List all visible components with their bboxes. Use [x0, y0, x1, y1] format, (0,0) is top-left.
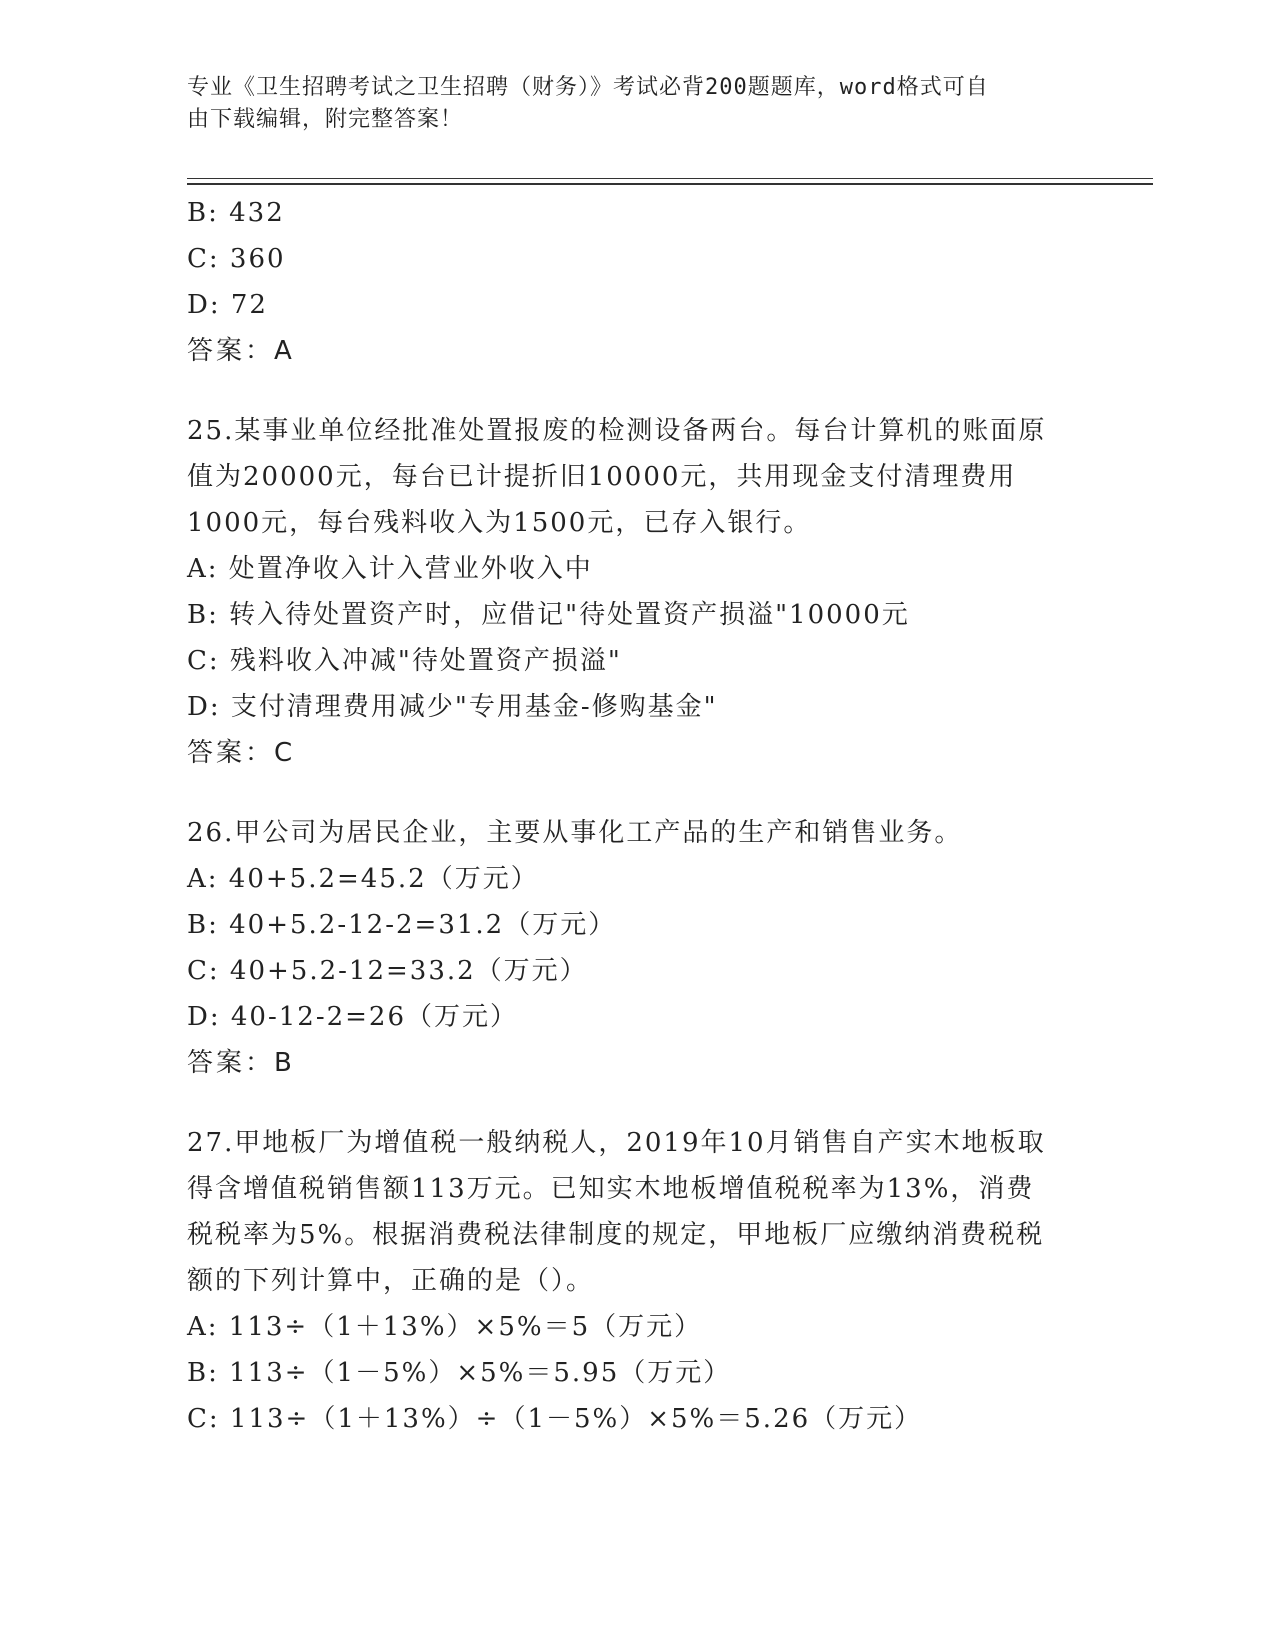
question-text-line: 26.甲公司为居民企业，主要从事化工产品的生产和销售业务。 — [187, 818, 963, 848]
header-line-2: 由下载编辑，附完整答案！ — [187, 107, 464, 132]
question-text-line: 值为20000元，每台已计提折旧10000元，共用现金支付清理费用 — [187, 462, 1017, 492]
question-27 — [187, 1120, 1087, 1442]
answer-line: 答案：C — [187, 738, 296, 768]
option-c: C: 40+5.2-12=33.2（万元） — [187, 956, 588, 986]
question-25 — [187, 408, 1087, 776]
question-text-line: 得含增值税销售额113万元。已知实木地板增值税税率为13%，消费 — [187, 1174, 1035, 1204]
question-text-line: 27.甲地板厂为增值税一般纳税人，2019年10月销售自产实木地板取 — [187, 1128, 1046, 1158]
option-b: B: 转入待处置资产时，应借记"待处置资产损溢"10000元 — [187, 600, 910, 630]
question-text-line: 税税率为5%。根据消费税法律制度的规定，甲地板厂应缴纳消费税税 — [187, 1220, 1045, 1250]
option-d: D: 72 — [187, 290, 268, 320]
header-rule-thick — [187, 183, 1153, 185]
question-26 — [187, 810, 1087, 1086]
option-c: C: 残料收入冲减"待处置资产损溢" — [187, 646, 622, 676]
option-a: A: 处置净收入计入营业外收入中 — [187, 554, 593, 584]
option-c: C: 360 — [187, 244, 286, 274]
option-d: D: 支付清理费用减少"专用基金-修购基金" — [187, 692, 718, 722]
option-b: B: 113÷（1－5%）×5%＝5.95（万元） — [187, 1358, 732, 1388]
document-header — [187, 72, 1067, 136]
option-d: D: 40-12-2=26（万元） — [187, 1002, 519, 1032]
option-a: A: 40+5.2=45.2（万元） — [187, 864, 539, 894]
option-c: C: 113÷（1＋13%）÷（1－5%）×5%＝5.26（万元） — [187, 1404, 923, 1434]
header-line-1: 专业《卫生招聘考试之卫生招聘（财务）》考试必背200题题库，word格式可自 — [187, 75, 989, 100]
question-24-tail — [187, 190, 1087, 374]
question-text-line: 额的下列计算中，正确的是（）。 — [187, 1266, 595, 1296]
question-text-line: 25.某事业单位经批准处置报废的检测设备两台。每台计算机的账面原 — [187, 416, 1047, 446]
question-text-line: 1000元，每台残料收入为1500元，已存入银行。 — [187, 508, 812, 538]
option-a: A: 113÷（1＋13%）×5%＝5（万元） — [187, 1312, 703, 1342]
answer-line: 答案：B — [187, 1048, 295, 1078]
option-b: B: 432 — [187, 198, 285, 228]
document-body — [187, 190, 1087, 1442]
option-b: B: 40+5.2-12-2=31.2（万元） — [187, 910, 617, 940]
header-rule-thin — [187, 178, 1153, 179]
answer-line: 答案：A — [187, 336, 295, 366]
